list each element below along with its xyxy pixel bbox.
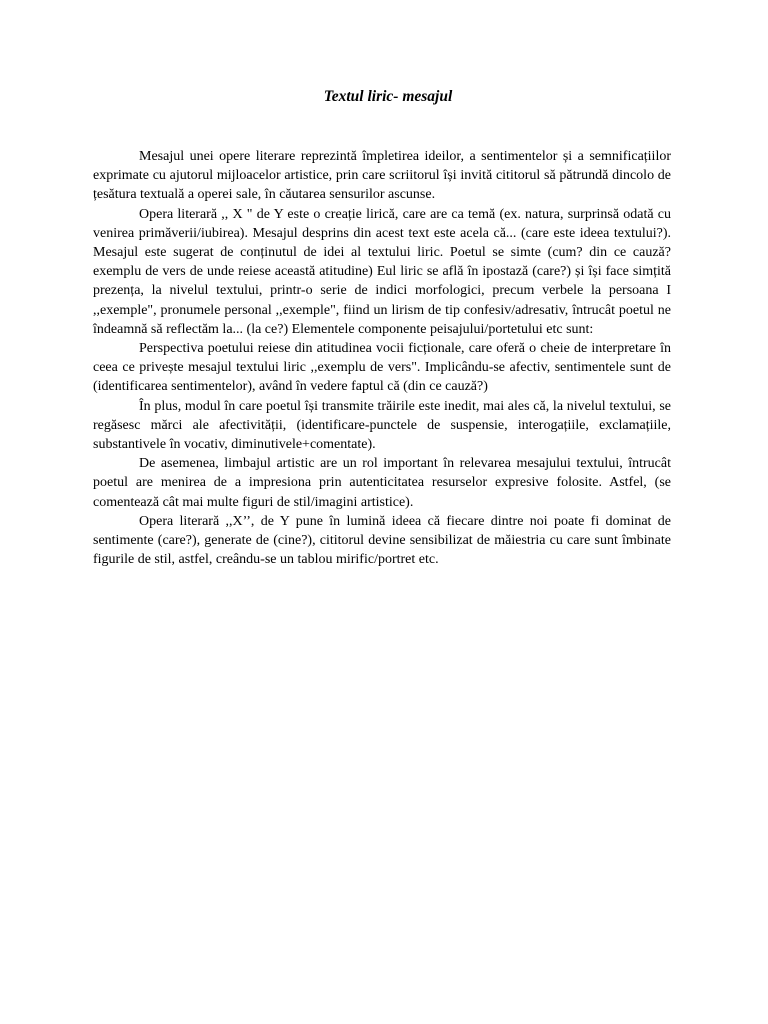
- document-title: Textul liric- mesajul: [323, 88, 453, 105]
- document-body: [93, 147, 671, 569]
- paragraph-perspective: Perspectiva poetului reiese din atitudinea vocii ficționale, care oferă o cheie de interpretare în ceea ce privește mesajul textului liric ,,exemplu de vers". Implicându-se afectiv, sentimentele sunt de (identificarea sentimentelor), având în vedere faptul că (din ce cauză?): [93, 341, 671, 395]
- paragraph-intro: Mesajul unei opere literare reprezintă împletirea ideilor, a sentimentelor și a semnificațiilor exprimate cu ajutorul mijloacelor artistice, prin care scriitorul își invită cititorul să pătrundă dincolo de țesătura textuală a operei sale, în căutarea sensurilor ascunse.: [93, 149, 671, 203]
- paragraph-artistic-language: De asemenea, limbajul artistic are un rol important în relevarea mesajului textului, întrucât poetul are menirea de a impresiona prin autenticitatea resurselor expresive folosite. Astfel, (se comentează cât mai multe figuri de stil/imagini artistice).: [93, 456, 671, 510]
- paragraph-conclusion: Opera literară ,,X’’, de Y pune în lumină ideea că fiecare dintre noi poate fi dominat de sentimente (care?), generate de (cine?), cititorul devine sensibilizat de măiestria cu care sunt îmbinate figurile de stil, astfel, creându-se un tablou mirific/portret etc.: [93, 513, 671, 568]
- paragraph-affectivity: În plus, modul în care poetul își transmite trăirile este inedit, mai ales că, la nivelul textului, se regăsesc mărci ale afectivității, (identificare-punctele de suspensie, interogațiile, exclamațiile, substantivele în vocativ, diminutivele+comentate).: [93, 398, 671, 453]
- paragraph-message: Opera literară ,, X " de Y este o creație lirică, care are ca temă (ex. natura, surprinsă odată cu venirea primăverii/iubirea). Mesajul desprins din acest text este acela că... (care este ideea textului?). Mesajul este sugerat de conținutul de idei al textului liric. Poetul se simte (cum? din ce cauză? exemplu de vers de unde reiese această atitudine) Eul liric se află în ipostază (care?) și își face simțită prezența, la nivelul textului, printr-o serie de indici morfologici, precum verbele la persoana I ,,exemple", pronumele personal ,,exemple", fiind un lirism de tip confesiv/adresativ, întrucât poetul ne îndeamnă să reflectăm la... (la ce?) Elementele componente peisajului/portetului etc sunt:: [93, 206, 671, 337]
